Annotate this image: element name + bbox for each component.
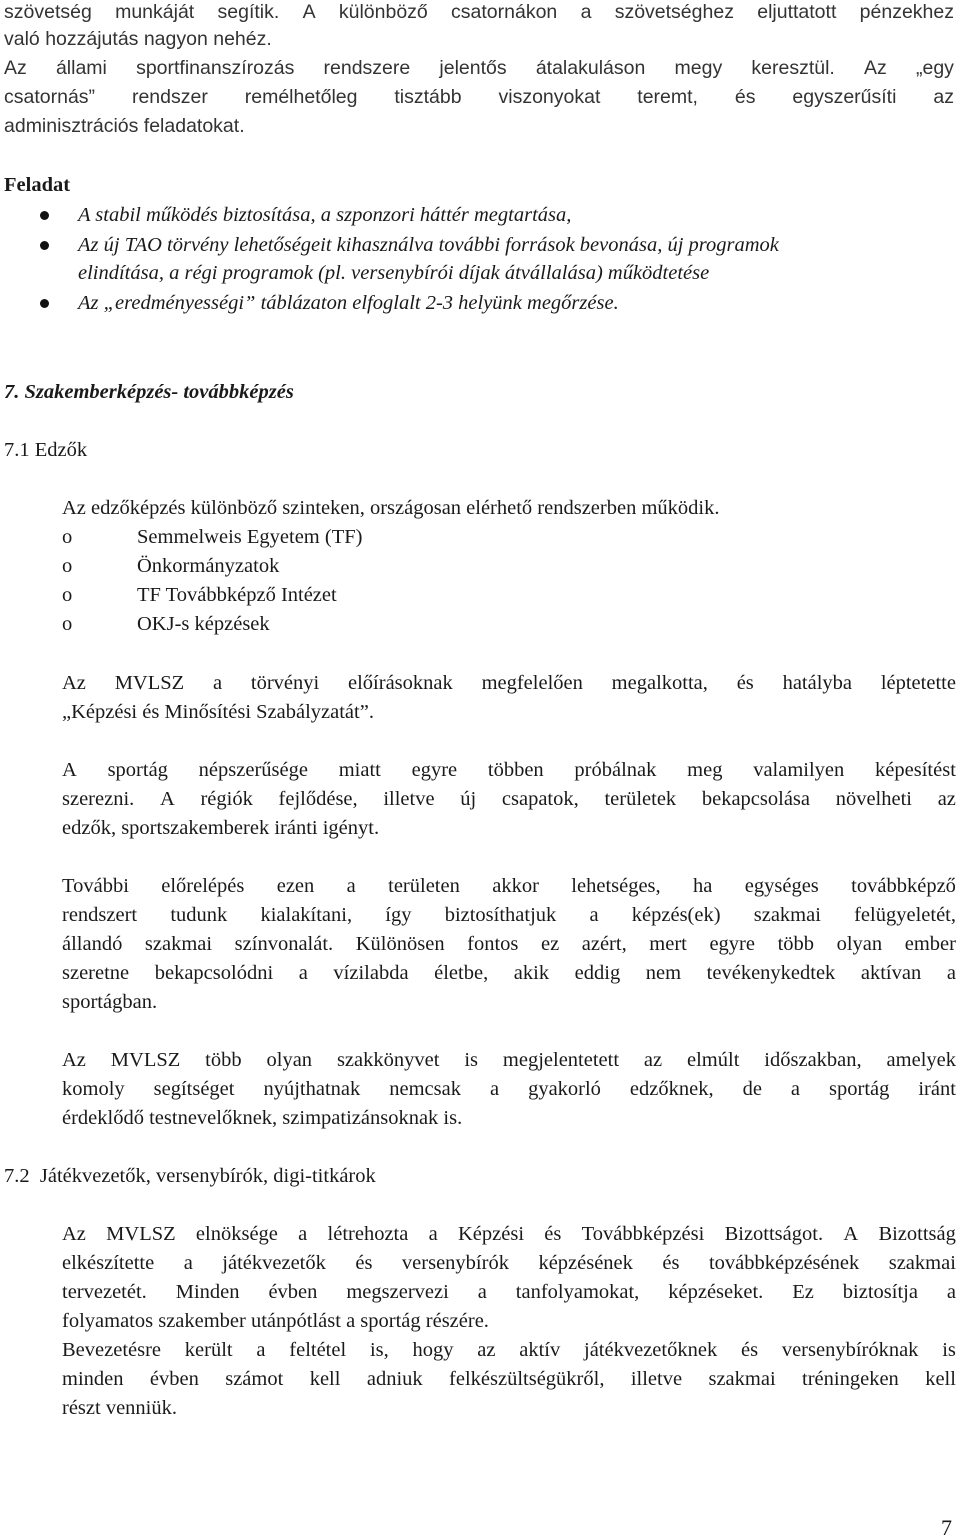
word: A xyxy=(302,1,316,23)
word: versenybírók xyxy=(401,1252,509,1274)
word: életbe, xyxy=(434,962,489,984)
word: illetve xyxy=(383,788,435,810)
word: Az xyxy=(4,57,27,79)
word: Ez xyxy=(792,1281,814,1303)
word: és xyxy=(734,86,756,108)
paragraph-line xyxy=(62,1280,956,1304)
subsection-heading-7-1: 7.1 Edzők xyxy=(4,439,88,461)
paragraph-line xyxy=(62,1367,956,1391)
word: kialakítani, xyxy=(260,904,353,926)
word: egységes xyxy=(744,875,819,897)
word: évben xyxy=(268,1281,318,1303)
bullet-icon xyxy=(40,299,49,308)
word: Bizottság xyxy=(878,1223,956,1245)
paragraph-line xyxy=(62,758,956,782)
word: előrelépés xyxy=(161,875,245,897)
word: került xyxy=(184,1339,233,1361)
word: sportág xyxy=(107,759,168,781)
word: Bizottságot. xyxy=(724,1223,824,1245)
word: keresztül. xyxy=(751,57,835,79)
word: játékvezetőknek xyxy=(584,1339,718,1361)
word: létrehozta xyxy=(327,1223,409,1245)
paragraph-line: folyamatos szakember utánpótlást a sportág részére. xyxy=(62,1310,489,1332)
word: rendszert xyxy=(62,904,138,926)
word: mert xyxy=(649,933,687,955)
word: elkészítette xyxy=(62,1252,155,1274)
feladat-bullet-text: Az új TAO törvény lehetőségeit kihasználva további források bevonása, új programok xyxy=(78,234,779,256)
word: csatornákon xyxy=(451,1,558,23)
word: egyre xyxy=(411,759,458,781)
bullet-icon xyxy=(40,211,49,220)
word: nem xyxy=(645,962,682,984)
paragraph-line xyxy=(62,1222,956,1246)
word: és xyxy=(740,1339,759,1361)
word: az xyxy=(643,1049,663,1071)
paragraph-line: „Képzési és Minősítési Szabályzatát”. xyxy=(62,701,374,723)
word: Bevezetésre xyxy=(62,1339,162,1361)
word: aktív xyxy=(519,1339,561,1361)
paragraph-line: edzők, sportszakemberek iránti igényt. xyxy=(62,817,380,839)
list-marker: o xyxy=(62,584,73,606)
paragraph-line xyxy=(62,874,956,898)
paragraph-line xyxy=(62,961,956,985)
paragraph-line xyxy=(62,671,956,695)
word: is, xyxy=(369,1339,389,1361)
paragraph-line: érdeklődő testnevelőknek, szimpatizánsoknak is. xyxy=(62,1107,463,1129)
word: különböző xyxy=(338,1,428,23)
word: növelheti xyxy=(835,788,912,810)
word: tevékenykedtek xyxy=(706,962,836,984)
word: és xyxy=(662,1252,680,1274)
word: Az xyxy=(62,1049,86,1071)
word: a xyxy=(489,1078,500,1100)
word: megszervezi xyxy=(346,1281,449,1303)
word: szerezni. xyxy=(62,788,135,810)
word: Minden xyxy=(175,1281,240,1303)
word: meg xyxy=(687,759,723,781)
word: Képzési xyxy=(458,1223,525,1245)
word: szeretne xyxy=(62,962,130,984)
section-heading-feladat: Feladat xyxy=(4,174,71,196)
word: többen xyxy=(487,759,544,781)
word: remélhetőleg xyxy=(244,86,358,108)
intro-line xyxy=(4,85,954,109)
word: a xyxy=(946,1281,956,1303)
word: felkészültségükről, xyxy=(449,1368,605,1390)
word: munkáját xyxy=(115,1,195,23)
word: szakmai xyxy=(753,904,821,926)
word: a xyxy=(298,962,308,984)
word: a xyxy=(580,1,592,23)
word: a xyxy=(790,1078,801,1100)
word: A xyxy=(843,1223,859,1245)
word: több xyxy=(777,933,815,955)
list-item: Semmelweis Egyetem (TF) xyxy=(137,526,363,548)
word: régiók xyxy=(200,788,253,810)
word: minden xyxy=(62,1368,124,1390)
word: aktívan xyxy=(860,962,922,984)
word: a xyxy=(946,962,956,984)
word: is xyxy=(464,1049,479,1071)
word: a xyxy=(589,904,599,926)
word: ez xyxy=(540,933,560,955)
word: edzőknek, xyxy=(629,1078,714,1100)
word: akik xyxy=(513,962,550,984)
word: az xyxy=(937,788,956,810)
word: az xyxy=(933,86,954,108)
section-heading-7: 7. Szakemberképzés- továbbképzés xyxy=(4,381,294,403)
word: rendszere xyxy=(323,57,411,79)
word: szakkönyvet xyxy=(336,1049,440,1071)
word: Az xyxy=(62,1223,86,1245)
word: átalakuláson xyxy=(535,57,646,79)
subsection-heading-7-2: 7.2 Játékvezetők, versenybírók, digi-titkárok xyxy=(4,1165,376,1187)
word: ha xyxy=(693,875,713,897)
word: Különösen xyxy=(355,933,445,955)
word: előírásoknak xyxy=(348,672,453,694)
word: nyújthatnak xyxy=(263,1078,361,1100)
word: is xyxy=(942,1339,956,1361)
word: állandó xyxy=(62,933,123,955)
list-item: Önkormányzatok xyxy=(137,555,280,577)
word: megjelentetett xyxy=(502,1049,620,1071)
word: szövetség xyxy=(4,1,92,23)
bullet-icon xyxy=(40,241,49,250)
paragraph-line xyxy=(62,903,956,927)
word: a xyxy=(346,875,356,897)
word: léptetette xyxy=(880,672,956,694)
word: jelentős xyxy=(439,57,507,79)
word: képzésének xyxy=(538,1252,633,1274)
word: amelyek xyxy=(886,1049,956,1071)
word: illetve xyxy=(630,1368,683,1390)
word: olyan xyxy=(836,933,883,955)
word: biztosíthatjuk xyxy=(444,904,557,926)
word: tréningeken xyxy=(802,1368,899,1390)
word: megy xyxy=(674,57,723,79)
word: ember xyxy=(904,933,956,955)
word: új xyxy=(460,788,477,810)
word: pénzekhez xyxy=(859,1,954,23)
word: évben xyxy=(149,1368,199,1390)
list-marker: o xyxy=(62,526,73,548)
word: szövetséghez xyxy=(614,1,734,23)
page-number: 7 xyxy=(941,1515,952,1540)
paragraph-line xyxy=(62,1048,956,1072)
word: a xyxy=(256,1339,266,1361)
word: Az xyxy=(62,672,86,694)
feladat-bullet-text: Az „eredményességi” táblázaton elfoglalt 2-3 helyünk megőrzése. xyxy=(78,292,619,314)
word: egyre xyxy=(709,933,755,955)
word: a xyxy=(212,672,223,694)
intro-line: adminisztrációs feladatokat. xyxy=(4,115,245,137)
word: elnöksége xyxy=(195,1223,278,1245)
word: népszerűsége xyxy=(198,759,308,781)
word: azért, xyxy=(581,933,627,955)
word: MVLSZ xyxy=(106,1223,176,1245)
word: sportág xyxy=(829,1078,890,1100)
word: állami xyxy=(55,57,107,79)
word: egyszerűsíti xyxy=(792,86,897,108)
paragraph-line xyxy=(62,1077,956,1101)
word: bekapcsolása xyxy=(701,788,811,810)
word: de xyxy=(742,1078,762,1100)
word: törvényi xyxy=(250,672,320,694)
paragraph-line xyxy=(62,932,956,956)
word: továbbképző xyxy=(851,875,956,897)
lead-paragraph: Az edzőképzés különböző szinteken, országosan elérhető rendszerben működik. xyxy=(62,497,720,519)
word: adniuk xyxy=(366,1368,423,1390)
word: viszonyokat xyxy=(498,86,601,108)
word: tanfolyamokat, xyxy=(515,1281,640,1303)
word: tudunk xyxy=(170,904,228,926)
word: segítik. xyxy=(217,1,280,23)
word: A xyxy=(62,759,77,781)
word: megalkotta, xyxy=(611,672,708,694)
paragraph-line: részt venniük. xyxy=(62,1397,177,1419)
word: akkor xyxy=(492,875,539,897)
word: miatt xyxy=(338,759,381,781)
word: kell xyxy=(309,1368,341,1390)
word: feltétel xyxy=(289,1339,347,1361)
word: „egy xyxy=(915,57,954,79)
intro-line xyxy=(4,0,954,24)
word: továbbképzésének xyxy=(708,1252,860,1274)
word: megfelelően xyxy=(481,672,583,694)
list-item: OKJ-s képzések xyxy=(137,613,270,635)
word: eddig xyxy=(574,962,621,984)
word: segítséget xyxy=(153,1078,235,1100)
paragraph-line: sportágban. xyxy=(62,991,158,1013)
feladat-bullet-text: elindítása, a régi programok (pl. versenybírói díjak átvállalása) működtetése xyxy=(78,262,710,284)
word: hatályba xyxy=(782,672,853,694)
intro-line: való hozzájutás nagyon nehéz. xyxy=(4,28,272,50)
word: és xyxy=(736,672,754,694)
word: számot xyxy=(225,1368,284,1390)
word: képesítést xyxy=(875,759,956,781)
word: valamilyen xyxy=(753,759,845,781)
word: csapatok, xyxy=(501,788,579,810)
word: versenybíróknak xyxy=(781,1339,919,1361)
word: További xyxy=(62,875,129,897)
paragraph-line xyxy=(62,787,956,811)
word: a xyxy=(477,1281,487,1303)
word: próbálnak xyxy=(574,759,657,781)
word: területen xyxy=(388,875,460,897)
word: képzéseket. xyxy=(668,1281,764,1303)
word: tervezetét. xyxy=(62,1281,147,1303)
word: MVLSZ xyxy=(110,1049,181,1071)
paragraph-line xyxy=(62,1251,956,1275)
word: MVLSZ xyxy=(114,672,185,694)
word: és xyxy=(355,1252,373,1274)
word: elmúlt xyxy=(687,1049,740,1071)
word: tisztább xyxy=(394,86,462,108)
word: fontos xyxy=(467,933,519,955)
word: fejlődése, xyxy=(278,788,358,810)
word: Az xyxy=(864,57,887,79)
word: csatornás” xyxy=(4,86,96,108)
word: teremt, xyxy=(637,86,698,108)
word: eljuttatott xyxy=(757,1,837,23)
list-marker: o xyxy=(62,613,73,635)
word: így xyxy=(385,904,412,926)
intro-line xyxy=(4,56,954,80)
word: vízilabda xyxy=(333,962,409,984)
list-item: TF Továbbképző Intézet xyxy=(137,584,337,606)
word: felügyeletét, xyxy=(854,904,956,926)
word: gyakorló xyxy=(528,1078,601,1100)
list-marker: o xyxy=(62,555,73,577)
word: rendszer xyxy=(131,86,208,108)
word: ezen xyxy=(276,875,315,897)
word: nemcsak xyxy=(389,1078,461,1100)
word: több xyxy=(205,1049,242,1071)
word: időszakban, xyxy=(764,1049,862,1071)
word: a xyxy=(298,1223,308,1245)
word: a xyxy=(183,1252,193,1274)
word: területek xyxy=(604,788,677,810)
word: bekapcsolódni xyxy=(154,962,274,984)
word: szakmai xyxy=(888,1252,956,1274)
word: biztosítja xyxy=(842,1281,918,1303)
word: és xyxy=(544,1223,562,1245)
word: olyan xyxy=(266,1049,313,1071)
word: a xyxy=(428,1223,438,1245)
word: A xyxy=(159,788,175,810)
word: az xyxy=(477,1339,496,1361)
word: színvonalát. xyxy=(234,933,334,955)
word: szakmai xyxy=(144,933,213,955)
word: képzés(ek) xyxy=(631,904,721,926)
word: hogy xyxy=(412,1339,454,1361)
word: lehetséges, xyxy=(571,875,661,897)
word: kell xyxy=(925,1368,956,1390)
word: szakmai xyxy=(708,1368,776,1390)
word: sportfinanszírozás xyxy=(136,57,295,79)
word: Továbbképzési xyxy=(581,1223,705,1245)
word: iránt xyxy=(918,1078,956,1100)
feladat-bullet-text: A stabil működés biztosítása, a szponzori háttér megtartása, xyxy=(78,204,572,226)
word: komoly xyxy=(62,1078,125,1100)
paragraph-line xyxy=(62,1338,956,1362)
word: játékvezetők xyxy=(222,1252,326,1274)
